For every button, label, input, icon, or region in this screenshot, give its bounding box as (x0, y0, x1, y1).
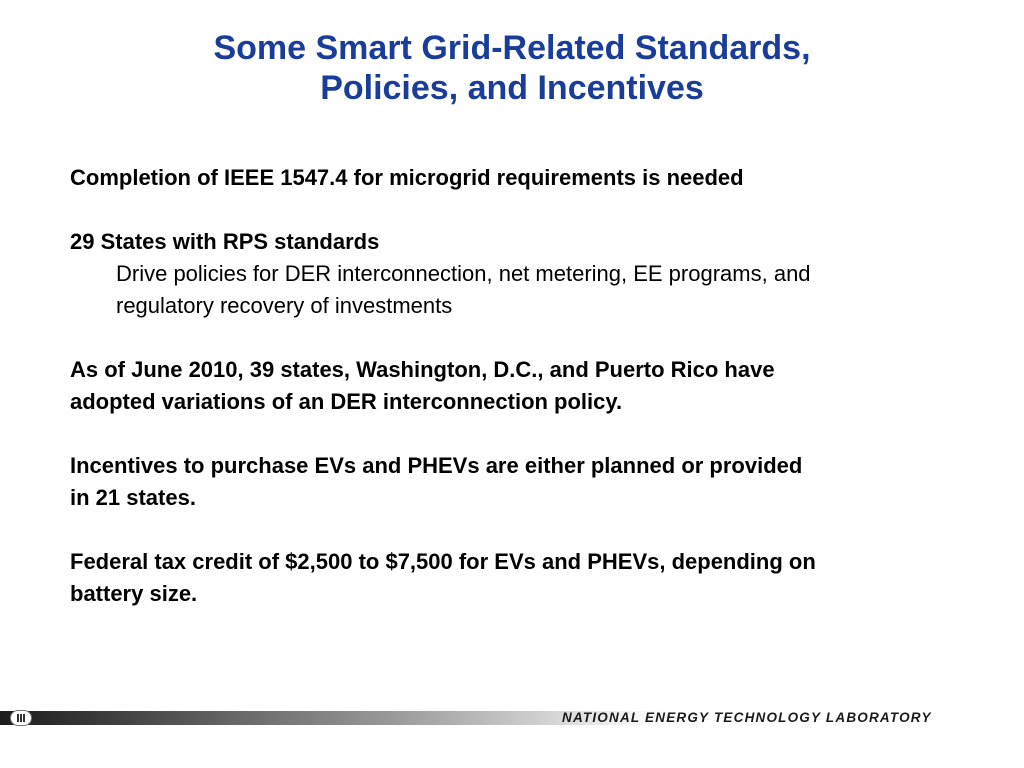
slide-title (0, 28, 1024, 108)
bullet-tax-credit-line-1: Federal tax credit of $2,500 to $7,500 for EVs and PHEVs, depending on (70, 549, 816, 574)
bullet-ev-incentives-line-2: in 21 states. (70, 485, 196, 510)
bullet-rps-states: 29 States with RPS standards (70, 229, 380, 254)
bullet-der-interconnection-line-2: adopted variations of an DER interconnection policy. (70, 389, 623, 414)
page-number-icon (10, 710, 32, 726)
bullet-tax-credit-line-2: battery size. (70, 581, 198, 606)
sub-bullet-line-1: Drive policies for DER interconnection, net metering, EE programs, and (116, 261, 811, 286)
bullet-der-interconnection-line-1: As of June 2010, 39 states, Washington, D.C., and Puerto Rico have (70, 357, 775, 382)
slide-title-line-1: Some Smart Grid-Related Standards, (213, 29, 811, 67)
netl-logo-text: NATIONAL ENERGY TECHNOLOGY LABORATORY (562, 710, 932, 725)
slide-body (70, 162, 1000, 610)
slide-title-line-2: Policies, and Incentives (320, 69, 704, 107)
bullet-ieee-1547: Completion of IEEE 1547.4 for microgrid requirements is needed (70, 165, 744, 190)
bullet-ev-incentives-line-1: Incentives to purchase EVs and PHEVs are either planned or provided (70, 453, 803, 478)
sub-bullet-line-2: regulatory recovery of investments (116, 293, 453, 318)
